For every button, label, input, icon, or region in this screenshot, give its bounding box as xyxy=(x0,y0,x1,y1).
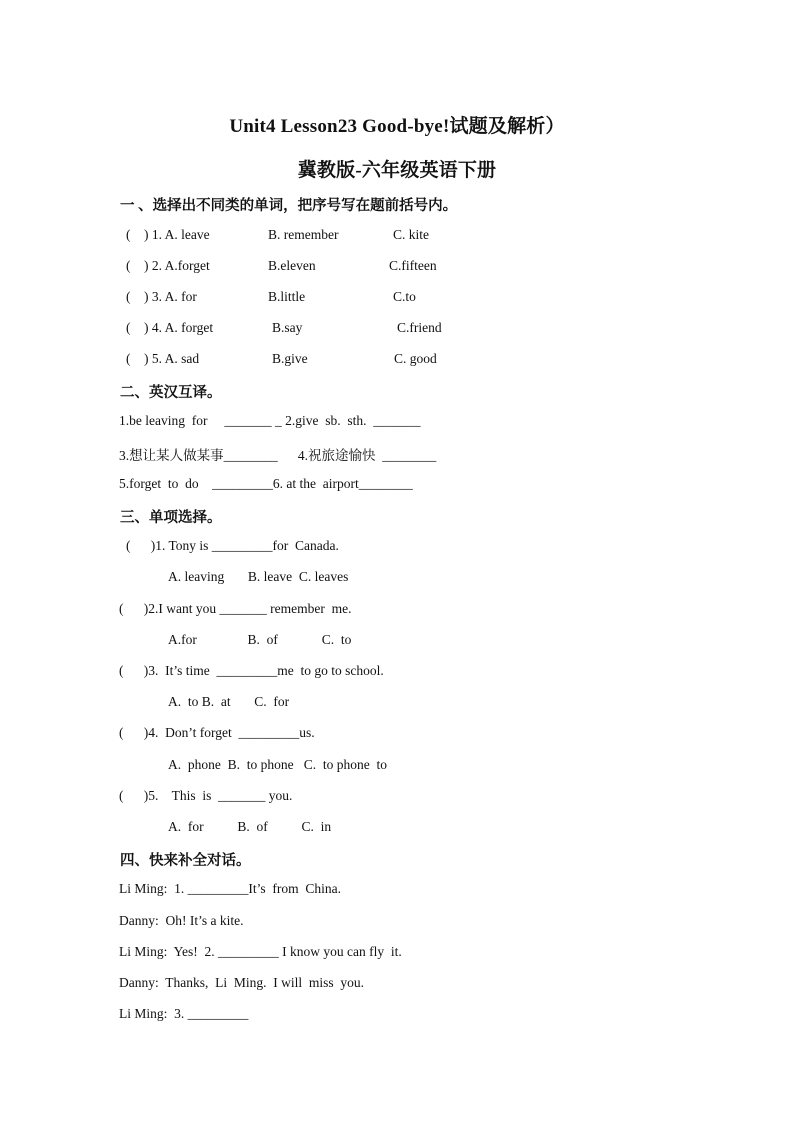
s1-item-5-option-b: B.give xyxy=(272,351,308,366)
page-title: Unit4 Lesson23 Good-bye!试题及解析） xyxy=(229,116,565,137)
s3-item-5-question: ( )5. This is _______ you. xyxy=(119,788,293,803)
s1-item-3-question: ( ) 3. A. for xyxy=(126,289,197,304)
s4-dialog-line-2: Danny: Oh! It’s a kite. xyxy=(119,913,244,928)
section1-heading: 一 、选择出不同类的单词，把序号写在题前括号内。 xyxy=(120,198,458,214)
s1-item-1-option-b: B. remember xyxy=(268,227,339,242)
s1-item-1-question: ( ) 1. A. leave xyxy=(126,227,210,242)
page-subtitle: 冀教版-六年级英语下册 xyxy=(297,160,497,181)
s2-line-3: 5.forget to do _________6. at the airport________ xyxy=(119,476,413,491)
section2-heading: 二、英汉互译。 xyxy=(120,385,222,401)
s1-item-4-option-b: B.say xyxy=(272,320,303,335)
s1-item-2-option-c: C.fifteen xyxy=(389,258,437,273)
s4-dialog-line-3: Li Ming: Yes! 2. _________ I know you can fly it. xyxy=(119,944,402,959)
s3-item-2-options: A.for B. of C. to xyxy=(168,632,352,647)
s3-item-1-options: A. leaving B. leave C. leaves xyxy=(168,569,349,584)
s4-dialog-line-4: Danny: Thanks, Li Ming. I will miss you. xyxy=(119,975,364,990)
s2-line-1: 1.be leaving for _______ _ 2.give sb. sth. _______ xyxy=(119,413,421,428)
s1-item-4-question: ( ) 4. A. forget xyxy=(126,320,214,335)
s3-item-3-question: ( )3. It’s time _________me to go to school. xyxy=(119,663,384,678)
s4-dialog-line-5: Li Ming: 3. _________ xyxy=(119,1006,249,1021)
s2-line-2: 3.想让某人做某事________ 4.祝旅途愉快 ________ xyxy=(119,448,437,463)
s1-item-2-question: ( ) 2. A.forget xyxy=(126,258,210,273)
s3-item-3-options: A. to B. at C. for xyxy=(168,694,290,709)
s3-item-4-question: ( )4. Don’t forget _________us. xyxy=(119,725,315,740)
s1-item-3-option-c: C.to xyxy=(393,289,416,304)
section4-heading: 四、快来补全对话。 xyxy=(120,853,251,869)
s1-item-2-option-b: B.eleven xyxy=(268,258,316,273)
s1-item-5-option-c: C. good xyxy=(394,351,437,366)
s1-item-4-option-c: C.friend xyxy=(397,320,442,335)
s4-dialog-line-1: Li Ming: 1. _________It’s from China. xyxy=(119,881,341,896)
s3-item-5-options: A. for B. of C. in xyxy=(168,819,332,834)
s3-item-1-question: ( )1. Tony is _________for Canada. xyxy=(126,538,339,553)
s3-item-2-question: ( )2.I want you _______ remember me. xyxy=(119,601,352,616)
s1-item-1-option-c: C. kite xyxy=(393,227,429,242)
section3-heading: 三、单项选择。 xyxy=(120,510,222,526)
s1-item-3-option-b: B.little xyxy=(268,289,306,304)
s3-item-4-options: A. phone B. to phone C. to phone to xyxy=(168,757,387,772)
s1-item-5-question: ( ) 5. A. sad xyxy=(126,351,200,366)
